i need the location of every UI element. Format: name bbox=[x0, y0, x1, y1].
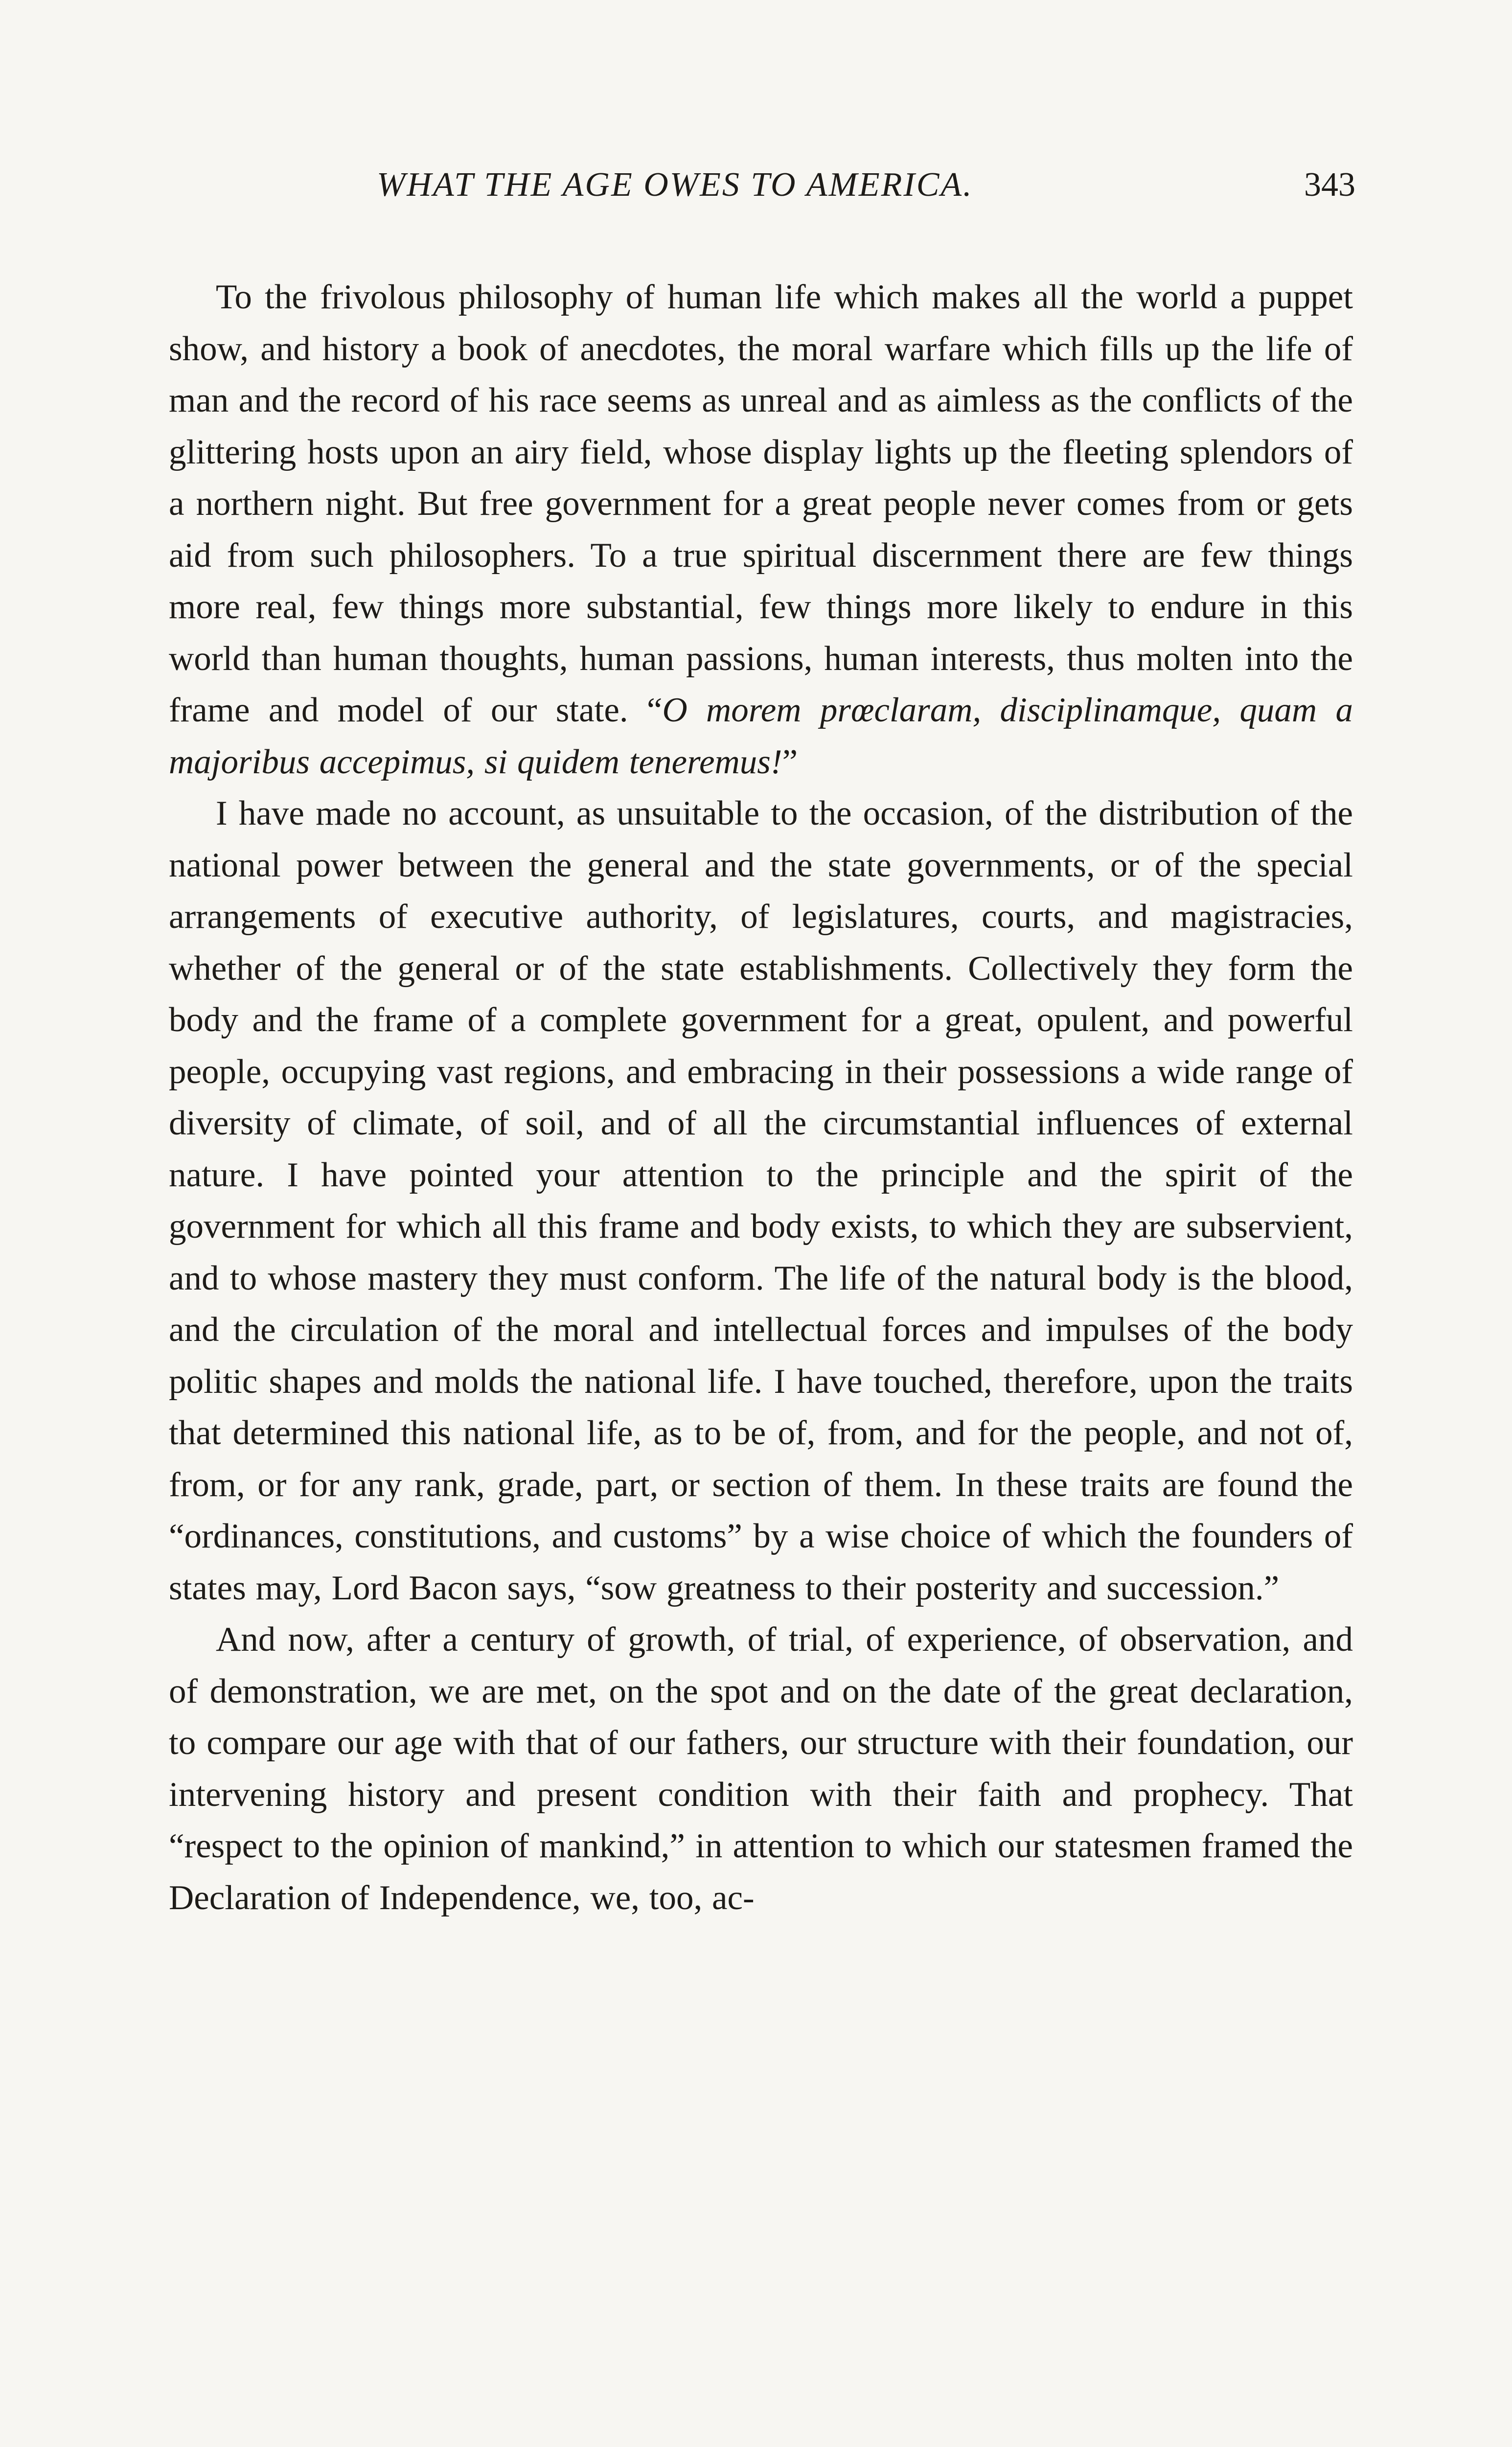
page-header bbox=[377, 165, 1355, 219]
paragraph-1 bbox=[169, 272, 1353, 788]
body-text bbox=[169, 272, 1353, 1924]
paragraph-1-text: To the frivolous philosophy of human life which makes all the world a puppet show, and history a book of anecdotes, the moral warfare which fills up the life of man and the record of his race seems as unreal and as aimless as the conflicts of the glittering hosts upon an airy field, whose display lights up the fleeting splendors of a northern night. But free government for a great people never comes from or gets aid from such philosophers. To a true spiritual discernment there are few things more real, few things more substantial, few things more likely to endure in this world than human thoughts, human passions, human interests, thus molten into the frame and model of our state. “ bbox=[169, 278, 1353, 729]
paragraph-3: And now, after a century of growth, of trial, of experience, of observation, and of demonstration, we are met, on the spot and on the date of the great declaration, to compare our age with that of our fathers, our structure with their foundation, our intervening history and present condition with their faith and prophecy. That “respect to the opinion of mankind,” in attention to which our statesmen framed the Declaration of Independence, we, too, ac- bbox=[169, 1620, 1353, 1917]
running-title: WHAT THE AGE OWES TO AMERICA. bbox=[377, 166, 973, 204]
page-number: 343 bbox=[1304, 166, 1355, 204]
latin-quotation: O morem prœclaram, disciplinamque, quam a majoribus accepimus, si quidem teneremus! bbox=[169, 691, 1353, 781]
closing-quote: ” bbox=[782, 742, 798, 781]
paragraph-2: I have made no account, as unsuitable to the occasion, of the distribution of the national power between the general and the state governments, or of the special arrangements of executive authority, of legislatures, courts, and magistracies, whether of the general or of the state establishments. Collectively they form the body and the frame of a complete government for a great, opulent, and powerful people, occupying vast regions, and embracing in their possessions a wide range of diversity of climate, of soil, and of all the circumstantial influences of external nature. I have pointed your attention to the principle and the spirit of the government for which all this frame and body exists, to which they are subservient, and to whose mastery they must conform. The life of the natural body is the blood, and the circulation of the moral and intellectual forces and impulses of the body politic shapes and molds the national life. I have touched, therefore, upon the traits that determined this national life, as to be of, from, and for the people, and not of, from, or for any rank, grade, part, or section of them. In these traits are found the “ordinances, constitutions, and customs” by a wise choice of which the founders of states may, Lord Bacon says, “sow greatness to their posterity and succession.” bbox=[169, 794, 1353, 1607]
